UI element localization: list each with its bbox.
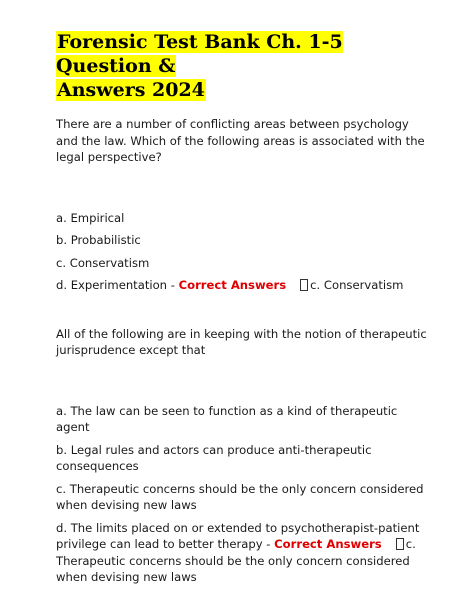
question-1-answer: c. Conservatism [310, 278, 404, 292]
question-2-option-b: b. Legal rules and actors can produce anti-therapeutic consequences [56, 442, 372, 473]
missing-glyph-box-icon [396, 538, 404, 550]
question-2-option-a: a. The law can be seen to function as a kind of therapeutic agent [56, 403, 398, 434]
question-2-text: All of the following are in keeping with the notion of therapeutic jurisprudence except that [56, 326, 427, 357]
question-2-option-d-text: d. The limits placed on or extended to psychotherapist-patient privilege can lead to better therapy [56, 520, 420, 551]
title-line-1: Forensic Test Bank Ch. 1-5 Question & [56, 31, 343, 77]
correct-answers-label: Correct Answers [178, 278, 287, 292]
question-2-answer: c. Therapeutic concerns should be the only concern considered when devising new laws [56, 537, 416, 584]
question-1-option-d: d. Experimentation - Correct Answers c. Conservatism [56, 278, 404, 292]
question-1-text: There are a number of conflicting areas between psychology and the law. Which of the following areas is associated with the legal perspective? [56, 117, 425, 164]
document-title [56, 30, 428, 102]
question-1-option-c: c. Conservatism [56, 255, 150, 270]
question-2 [56, 326, 428, 586]
question-1-option-d-text: d. Experimentation [56, 278, 168, 292]
question-1-option-a: a. Empirical [56, 210, 125, 225]
question-2-option-d: d. The limits placed on or extended to psychotherapist-patient privilege can lead to better therapy - Correct Answers c. Therapeutic concerns should be the only concern considered when devising new laws [56, 520, 420, 584]
question-1 [56, 116, 428, 294]
title-line-2: Answers 2024 [57, 79, 205, 101]
question-1-option-b: b. Probabilistic [56, 233, 141, 247]
question-2-option-c: c. Therapeutic concerns should be the only concern considered when devising new laws [56, 481, 424, 512]
missing-glyph-box-icon [300, 279, 308, 291]
correct-answers-label: Correct Answers [274, 537, 382, 551]
